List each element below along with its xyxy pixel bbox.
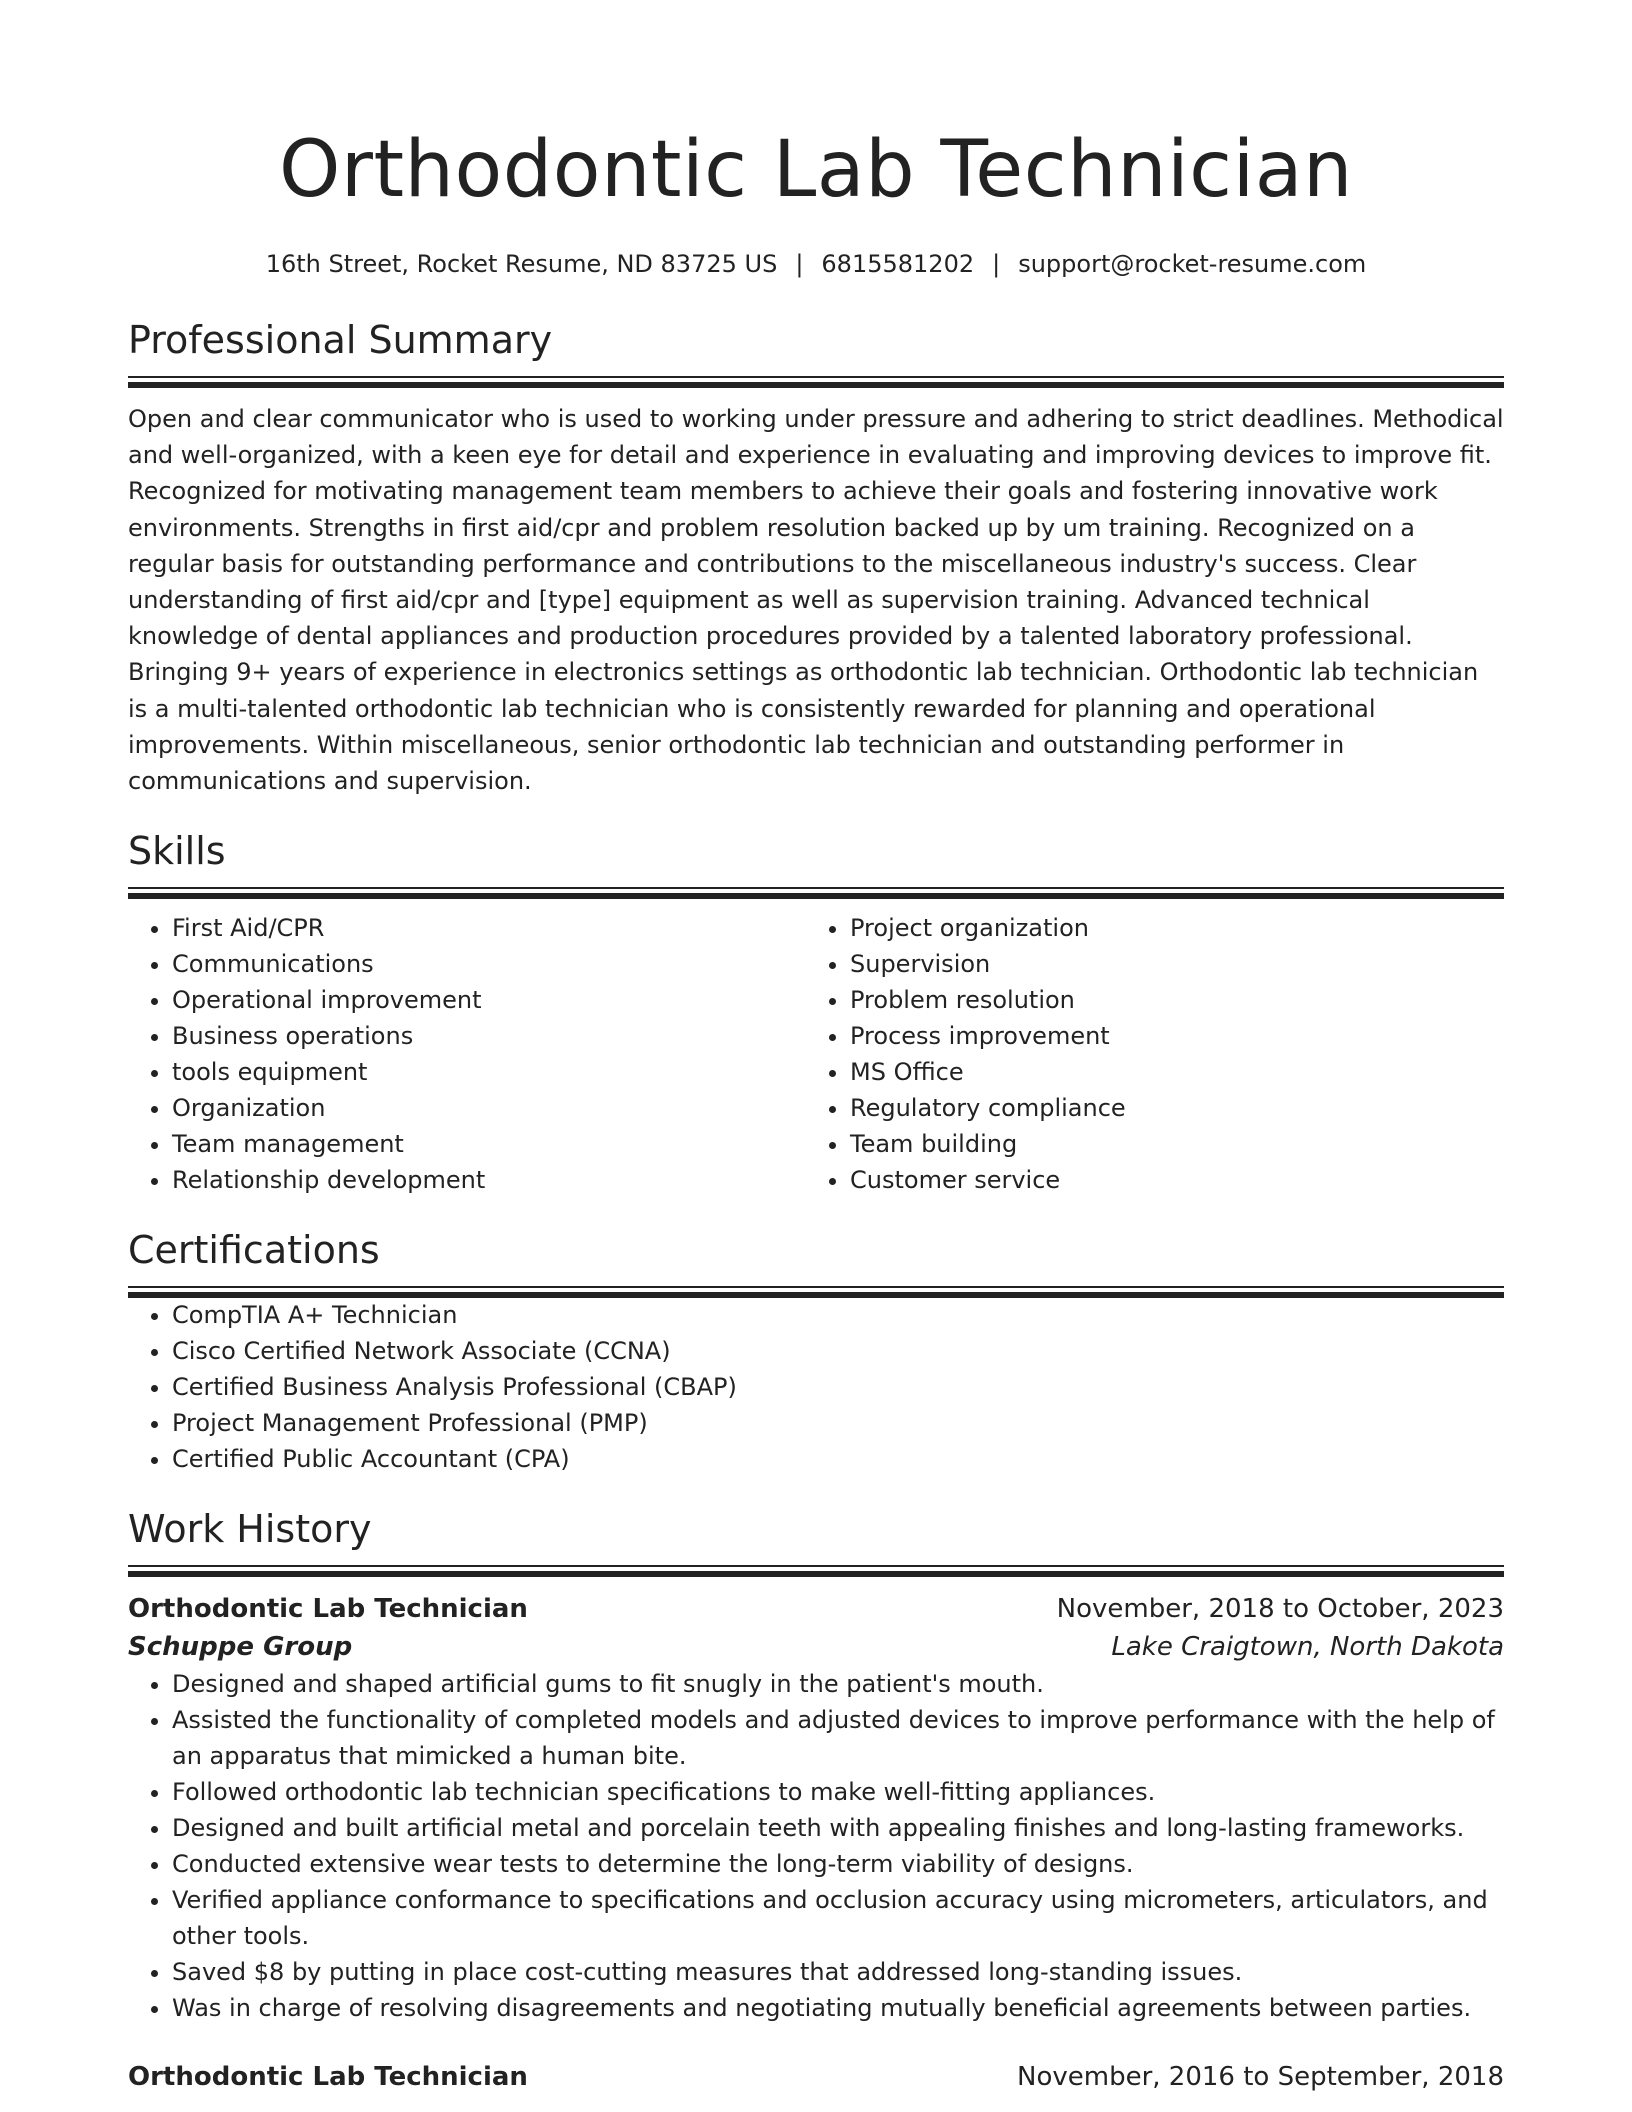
certifications-section — [128, 1226, 1504, 1477]
job-subheader — [128, 1628, 1504, 1666]
job-duty-item: • Designed and shaped artificial gums to fit snugly in the patient's mouth. — [172, 1666, 1504, 1702]
skill-item: • Business operations — [172, 1018, 806, 1054]
skill-item: • Process improvement — [850, 1018, 1484, 1054]
skill-item: • Project organization — [850, 910, 1484, 946]
job-duty-item: • Designed and built artificial metal and porcelain teeth with appealing finishes and long-lasting frameworks. — [172, 1810, 1504, 1846]
contact-address: 16th Street, Rocket Resume, ND 83725 US — [265, 250, 778, 278]
job-duty-item: • Saved $8 by putting in place cost-cutting measures that addressed long-standing issues. — [172, 1954, 1504, 1990]
job-entry — [128, 1590, 1504, 2026]
section-divider — [128, 376, 1504, 387]
skills-column-right — [806, 910, 1484, 1198]
skill-item: • Regulatory compliance — [850, 1090, 1484, 1126]
skill-item: • Organization — [172, 1090, 806, 1126]
certification-item: • Certified Business Analysis Professional (CBAP) — [172, 1369, 1504, 1405]
resume-title: Orthodontic Lab Technician — [279, 125, 1353, 215]
skill-item: • tools equipment — [172, 1054, 806, 1090]
job-duty-item: • Assisted the functionality of completed models and adjusted devices to improve performance with the help of an apparatus that mimicked a human bite. — [172, 1702, 1504, 1774]
certifications-list — [128, 1297, 1504, 1477]
skill-item: • Supervision — [850, 946, 1484, 982]
job-duties-list — [128, 1666, 1504, 2026]
skills-list-right — [806, 910, 1484, 1198]
contact-separator: | — [795, 250, 804, 278]
skills-section — [128, 827, 1504, 1198]
skill-item: • Customer service — [850, 1162, 1484, 1198]
job-duty-item: • Conducted extensive wear tests to determine the long-term viability of designs. — [172, 1846, 1504, 1882]
work-history-heading: Work History — [128, 1507, 372, 1552]
certification-item: • Project Management Professional (PMP) — [172, 1405, 1504, 1441]
skill-item: • Operational improvement — [172, 982, 806, 1018]
job-company: Schuppe Group — [128, 1632, 353, 1663]
job-title: Orthodontic Lab Technician — [128, 1594, 528, 1625]
section-divider — [128, 1286, 1504, 1297]
job-duty-item: • Was in charge of resolving disagreements and negotiating mutually beneficial agreements between parties. — [172, 1990, 1504, 2026]
section-divider — [128, 887, 1504, 898]
job-location: Lake Craigtown, North Dakota — [1111, 1632, 1504, 1663]
job-entry — [128, 2058, 1504, 2096]
contact-phone: 6815581202 — [821, 250, 975, 278]
job-header — [128, 2058, 1504, 2096]
contact-email: support@rocket-resume.com — [1018, 250, 1367, 278]
job-dates: November, 2016 to September, 2018 — [1017, 2062, 1504, 2093]
job-duty-item: • Verified appliance conformance to specifications and occlusion accuracy using micrometers, articulators, and other tools. — [172, 1882, 1504, 1954]
skills-list-left — [128, 910, 806, 1198]
contact-line — [128, 248, 1504, 280]
skill-item: • First Aid/CPR — [172, 910, 806, 946]
certification-item: • Certified Public Accountant (CPA) — [172, 1441, 1504, 1477]
summary-section — [128, 316, 1504, 799]
work-history-section — [128, 1505, 1504, 2096]
job-title: Orthodontic Lab Technician — [128, 2062, 528, 2093]
job-duty-item: • Followed orthodontic lab technician specifications to make well-fitting appliances. — [172, 1774, 1504, 1810]
contact-separator: | — [992, 250, 1001, 278]
skill-item: • Team building — [850, 1126, 1484, 1162]
skills-grid — [128, 910, 1504, 1198]
skills-column-left — [128, 910, 806, 1198]
skill-item: • Team management — [172, 1126, 806, 1162]
certifications-heading: Certifications — [128, 1228, 380, 1273]
skill-item: • Communications — [172, 946, 806, 982]
section-divider — [128, 1565, 1504, 1576]
resume-page — [128, 0, 1504, 2096]
skill-item: • MS Office — [850, 1054, 1484, 1090]
summary-heading: Professional Summary — [128, 318, 553, 362]
certification-item: • CompTIA A+ Technician — [172, 1297, 1504, 1333]
summary-text: Open and clear communicator who is used to working under pressure and adhering to strict deadlines. Methodical and well-organized, with a keen eye for detail and experience in evaluating and improving devices to improve fit. Recognized for motivating management team members to achieve their goals and fostering innovative work environments. Strengths in first aid/cpr and problem resolution backed up by um training. Recognized on a regular basis for outstanding performance and contributions to the miscellaneous industry's success. Clear understanding of first aid/cpr and [type] equipment as well as supervision training. Advanced technical knowledge of dental appliances and production procedures provided by a talented laboratory professional. Bringing 9+ years of experience in electronics settings as orthodontic lab technician. Orthodontic lab technician is a multi-talented orthodontic lab technician who is consistently rewarded for planning and operational improvements. Within miscellaneous, senior orthodontic lab technician and outstanding performer in communications and supervision. — [128, 405, 1504, 796]
certification-item: • Cisco Certified Network Associate (CCNA) — [172, 1333, 1504, 1369]
skill-item: • Relationship development — [172, 1162, 806, 1198]
job-header — [128, 1590, 1504, 1628]
job-dates: November, 2018 to October, 2023 — [1056, 1594, 1504, 1625]
skills-heading: Skills — [128, 829, 226, 874]
skill-item: • Problem resolution — [850, 982, 1484, 1018]
